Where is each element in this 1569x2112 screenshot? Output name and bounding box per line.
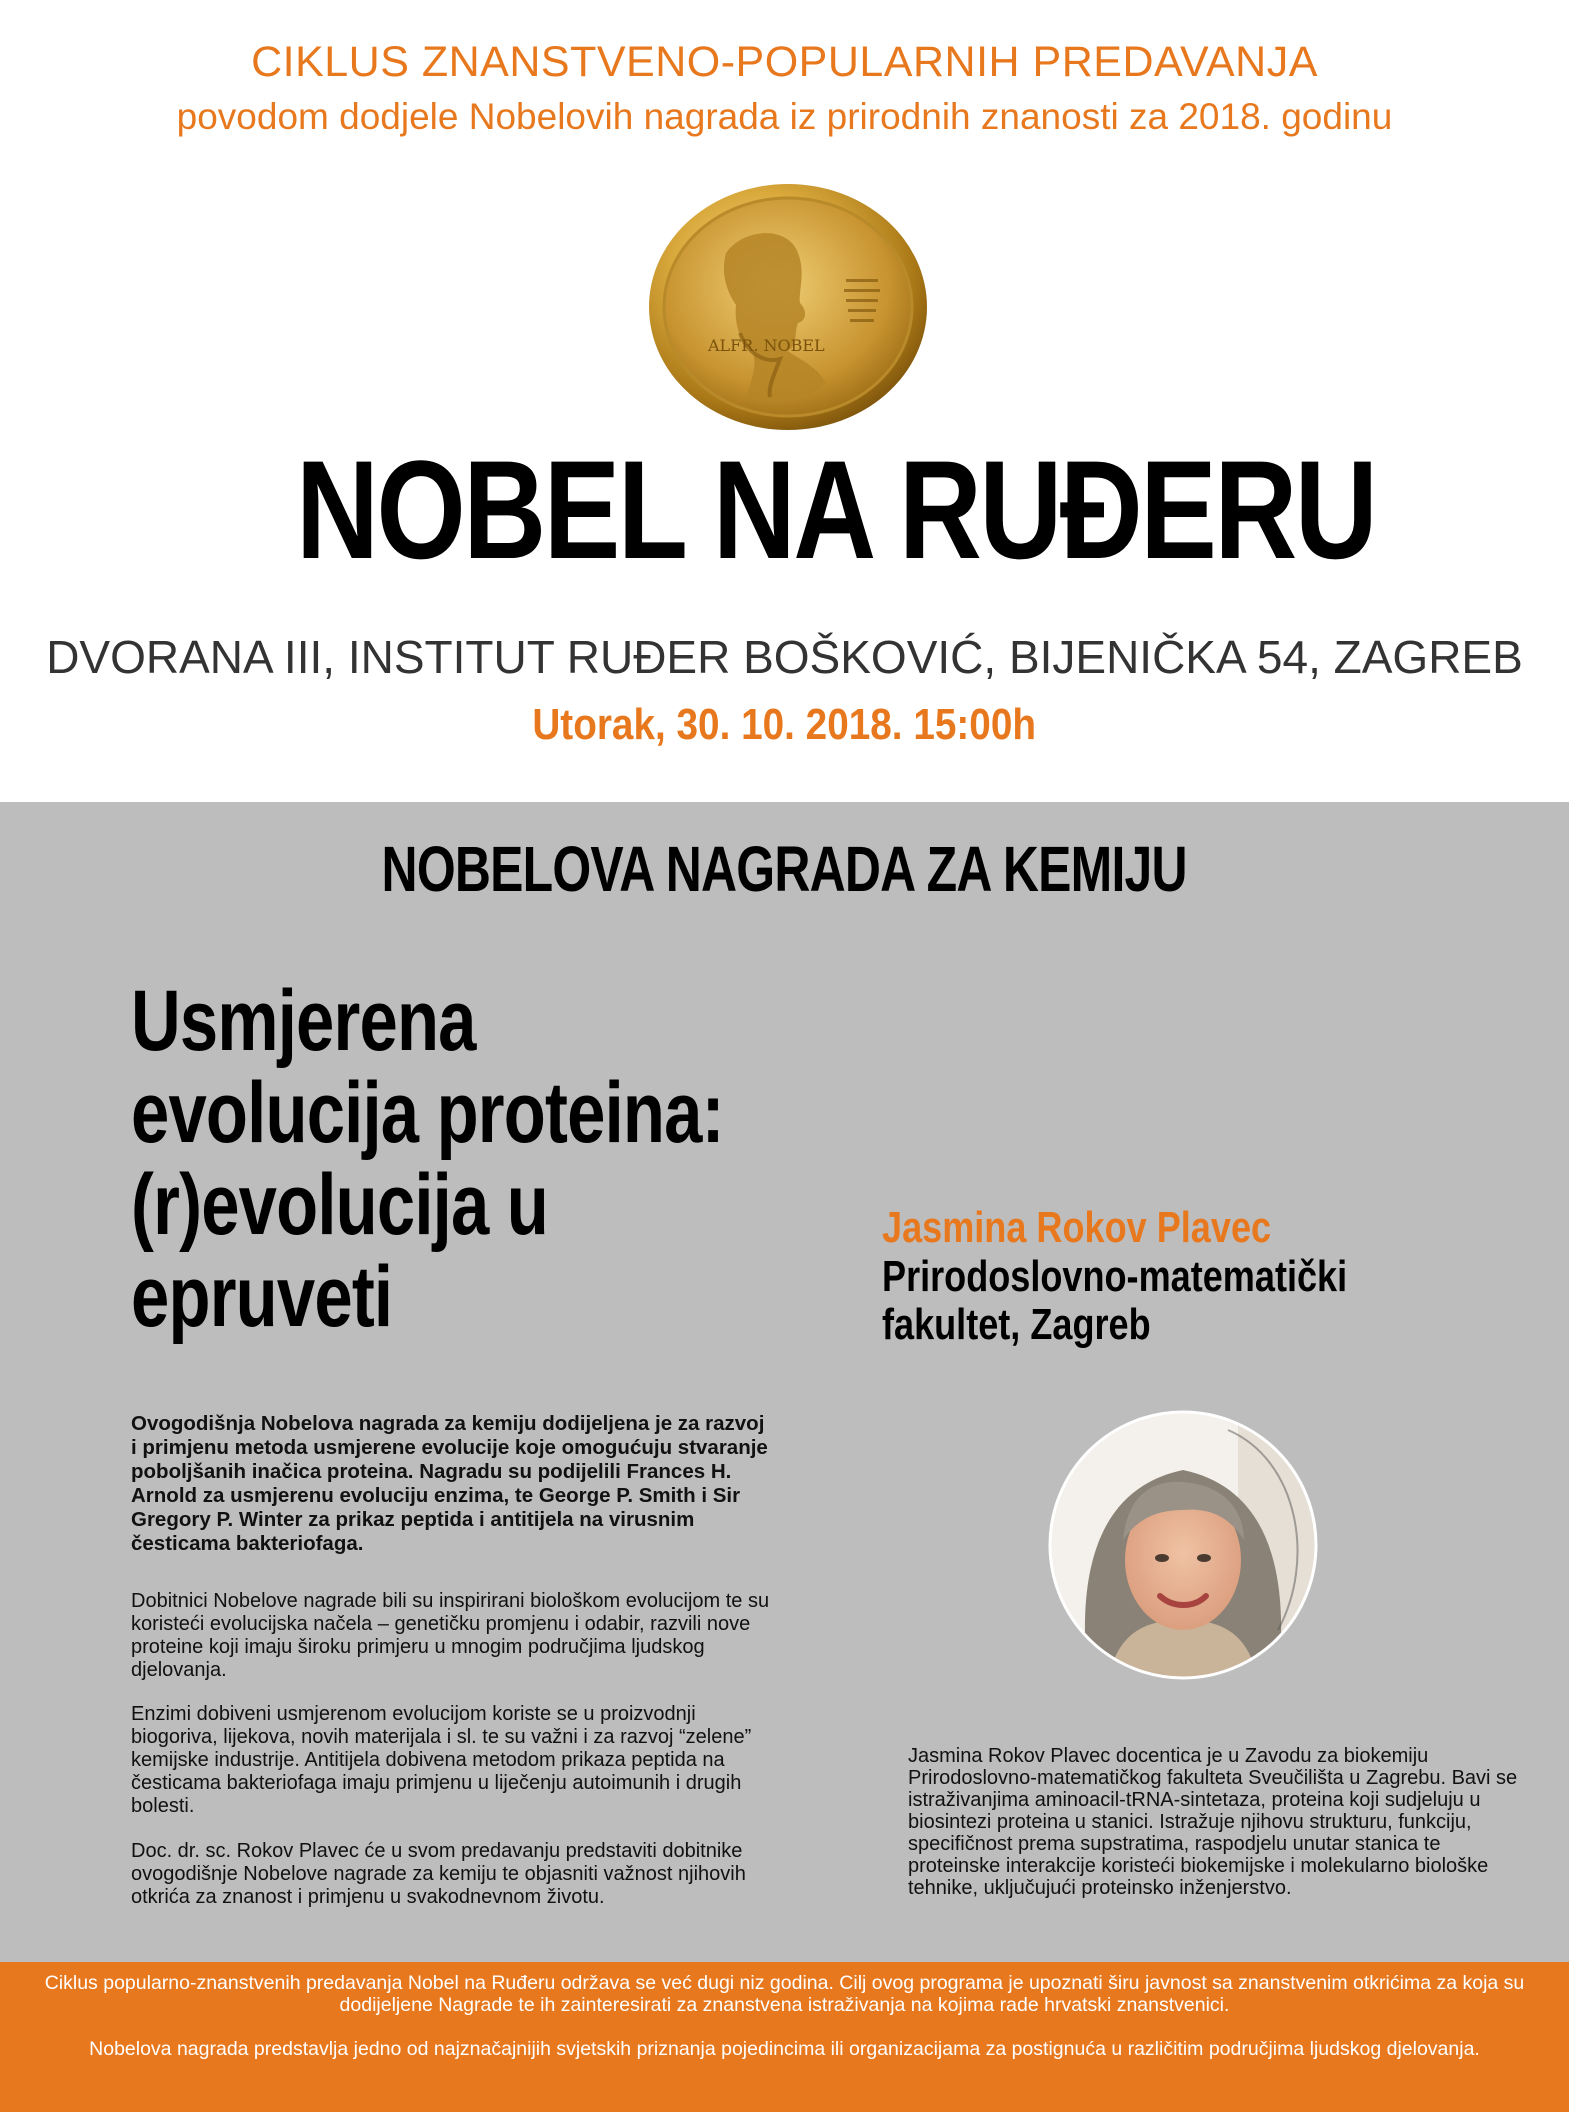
series-subtitle: povodom dodjele Nobelovih nagrada iz prirodnih znanosti za 2018. godinu [176, 96, 1393, 137]
body-paragraph: Enzimi dobiveni usmjerenom evolucijom koriste se u proizvodnji biogoriva, lijekova, novih materijala i sl. te su važni i za razvoj “zelene” kemijske industrije. Antitijela dobivena metodom prikaza peptida na česticama bakteriofaga imaju primjenu u liječenju autoimunih i drugih bolesti. [131, 1703, 752, 1817]
speaker-bio: Jasmina Rokov Plavec docentica je u Zavodu za biokemiju Prirodoslovno-matematičkog fakulteta Sveučilišta u Zagrebu. Bavi se istraživanjima aminoacil-tRNA-sintetaza, proteina koji sudjeluju u biosintezi proteina u stanici. Istražuje njihovu strukturu, funkciju, specifičnost prema supstratima, raspodjelu unutar stanica te proteinske interakcije koristeći biokemijske i molekularno biološke tehnike, uključujući proteinsko inženjerstvo. [908, 1745, 1518, 1899]
venue-address: DVORANA III, INSTITUT RUĐER BOŠKOVIĆ, BIJENIČKA 54, ZAGREB [46, 631, 1523, 683]
affiliation-line: Prirodoslovno-matematički [882, 1252, 1348, 1301]
affiliation-line: fakultet, Zagreb [882, 1300, 1151, 1349]
lecture-title [131, 975, 851, 1343]
speaker-name: Jasmina Rokov Plavec [882, 1203, 1272, 1252]
lecture-title-line: evolucija proteina: [131, 1065, 724, 1161]
lecture-title-line: epruveti [131, 1249, 393, 1345]
series-title: CIKLUS ZNANSTVENO-POPULARNIH PREDAVANJA [251, 38, 1318, 86]
main-title: NOBEL NA RUĐERU [296, 431, 1376, 588]
footer-paragraph: Nobelova nagrada predstavlja jedno od najznačajnijih svjetskih priznanja pojedincima ili organizacijama za postignuća u različitim područjima ljudskog djelovanja. [89, 2038, 1480, 2060]
event-datetime: Utorak, 30. 10. 2018. 15:00h [532, 700, 1037, 749]
intro-paragraph: Ovogodišnja Nobelova nagrada za kemiju dodijeljena je za razvoj i primjenu metoda usmjerene evolucije koje omogućuju stvaranje poboljšanih inačica proteina. Nagradu su podijelili Frances H. Arnold za usmjerenu evoluciju enzima, te George P. Smith i Sir Gregory P. Winter za prikaz peptida i antitijela na virusnim česticama bakteriofaga. [131, 1412, 768, 1555]
speaker-portrait [1048, 1410, 1318, 1680]
body-paragraph: Doc. dr. sc. Rokov Plavec će u svom predavanju predstaviti dobitnike ovogodišnje Nobelove nagrade za kemiju te objasniti važnost njihovih otkrića za znanost i primjenu u svakodnevnom životu. [131, 1840, 746, 1908]
nobel-medal-icon [648, 183, 928, 431]
lecture-title-line: (r)evolucija u [131, 1157, 548, 1253]
section-title: NOBELOVA NAGRADA ZA KEMIJU [381, 833, 1188, 905]
body-paragraph: Dobitnici Nobelove nagrade bili su inspirirani biološkom evolucijom te su koristeći evolucijska načela – genetičku promjenu i odabir, razvili nove proteine koji imaju široku primjeru u mnogim područjima ljudskog djelovanja. [131, 1590, 770, 1681]
footer-paragraph: Ciklus popularno-znanstvenih predavanja Nobel na Ruđeru održava se već dugi niz godina. Cilj ovog programa je upoznati širu javnost sa znanstvenim otkrićima za koja su dodijeljene Nagrade te ih zainteresirati za znanstvena istraživanja na kojima rade hrvatski znanstvenici. [44, 1972, 1525, 2016]
medal-inscription: ALFR. NOBEL [708, 336, 825, 355]
lecture-title-line: Usmjerena [131, 973, 476, 1069]
speaker-affiliation [882, 1253, 1347, 1349]
